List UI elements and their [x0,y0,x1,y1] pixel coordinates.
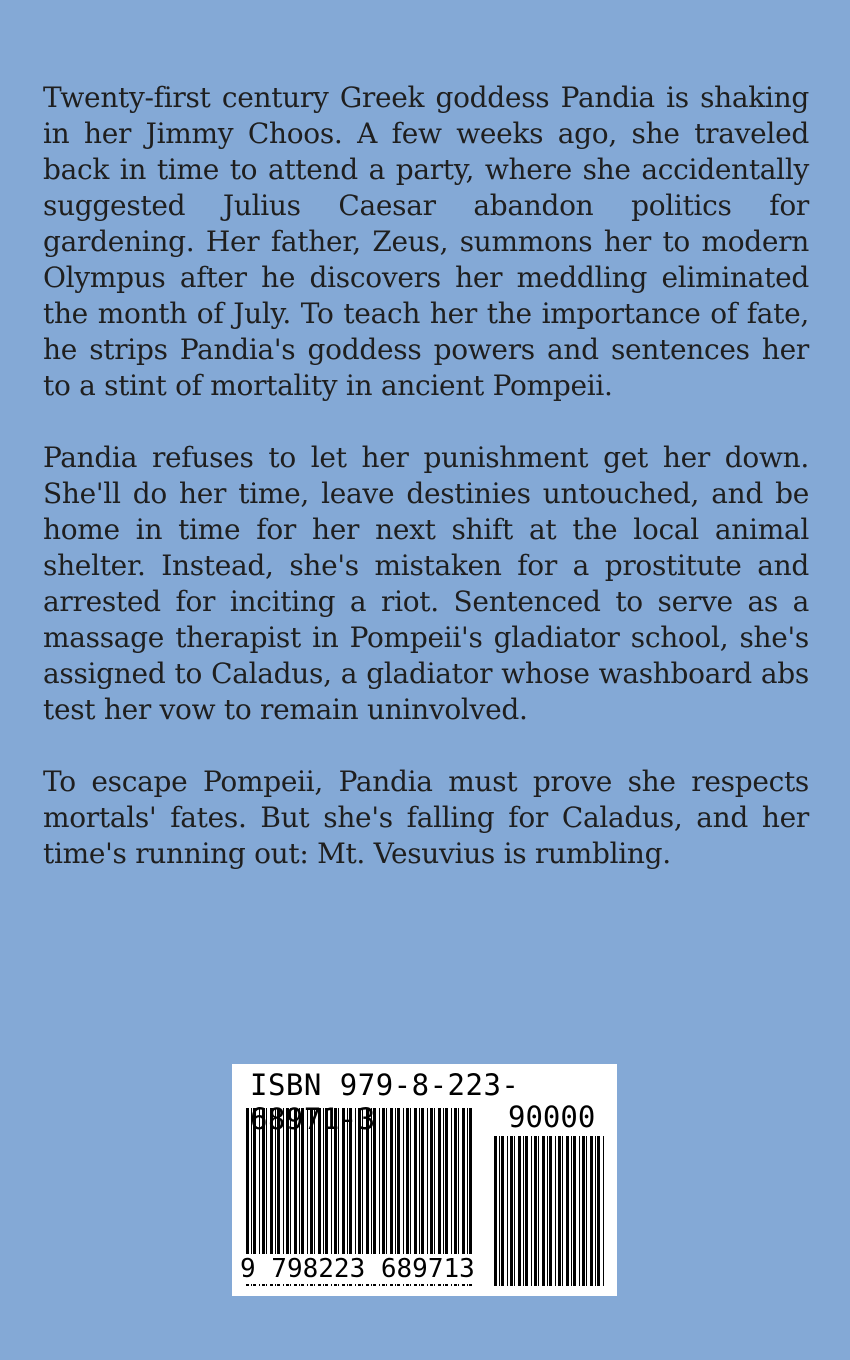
barcode-bar [518,1136,521,1286]
barcode-bar [597,1136,600,1286]
barcode-bar [514,1136,515,1286]
barcode-bar [525,1136,528,1286]
barcode-bar [582,1136,585,1286]
barcode-bar [499,1136,500,1286]
barcode-bar [590,1136,593,1286]
blurb-paragraph-2: Pandia refuses to let her punishment get her down. She'll do her time, leave destinies untouched, and be home in time for her next shift at the local animal shelter. Instead, she's mistaken for a prostitute and arrested for inciting a riot. Sentenced to serve as a massage therapist in Pompeii's gladiator school, she's assigned to Caladus, a gladiator whose washboard abs test her vow to remain uninvolved. [43,441,809,726]
barcode-bar [579,1136,580,1286]
barcode-bar [494,1136,497,1286]
blurb-paragraph-3: To escape Pompeii, Pandia must prove she respects mortals' fates. But she's falling for Caladus, and her time's running out: Mt. Vesuvius is rumbling. [43,765,809,870]
ean-number: 9 798223 689713 [240,1254,475,1284]
barcode-bar [531,1136,532,1286]
barcode-bar [558,1136,561,1286]
isbn-barcode [232,1064,617,1296]
barcode-bar [523,1136,524,1286]
barcode-bar [573,1136,576,1286]
barcode-bar [542,1136,545,1286]
price-addon-number: 90000 [508,1100,596,1134]
barcode-bar [510,1136,513,1286]
isbn-label: ISBN 979-8-223-68971-3 [250,1068,520,1136]
barcode-bar [555,1136,556,1286]
barcode-bar [595,1136,596,1286]
barcode-bar [534,1136,537,1286]
back-cover-blurb [43,80,809,908]
barcode-bar [549,1136,552,1286]
barcode-bar [538,1136,539,1286]
barcode-bar [586,1136,587,1286]
blurb-paragraph-1: Twenty-first century Greek goddess Pandia is shaking in her Jimmy Choos. A few weeks ago, she traveled back in time to attend a party, where she accidentally suggested Julius Caesar abandon politics for gardening. Her father, Zeus, summons her to modern Olympus after he discovers her meddling eliminated the month of July. To teach her the importance of fate, he strips Pandia's goddess powers and sentences her to a stint of mortality in ancient Pompeii. [43,81,809,402]
barcode-bar [547,1136,548,1286]
barcode-bar [562,1136,563,1286]
barcode-bar [571,1136,572,1286]
barcode-bar [501,1136,504,1286]
barcode-bar [603,1136,604,1286]
barcode-bar [566,1136,569,1286]
barcode-bar [507,1136,508,1286]
